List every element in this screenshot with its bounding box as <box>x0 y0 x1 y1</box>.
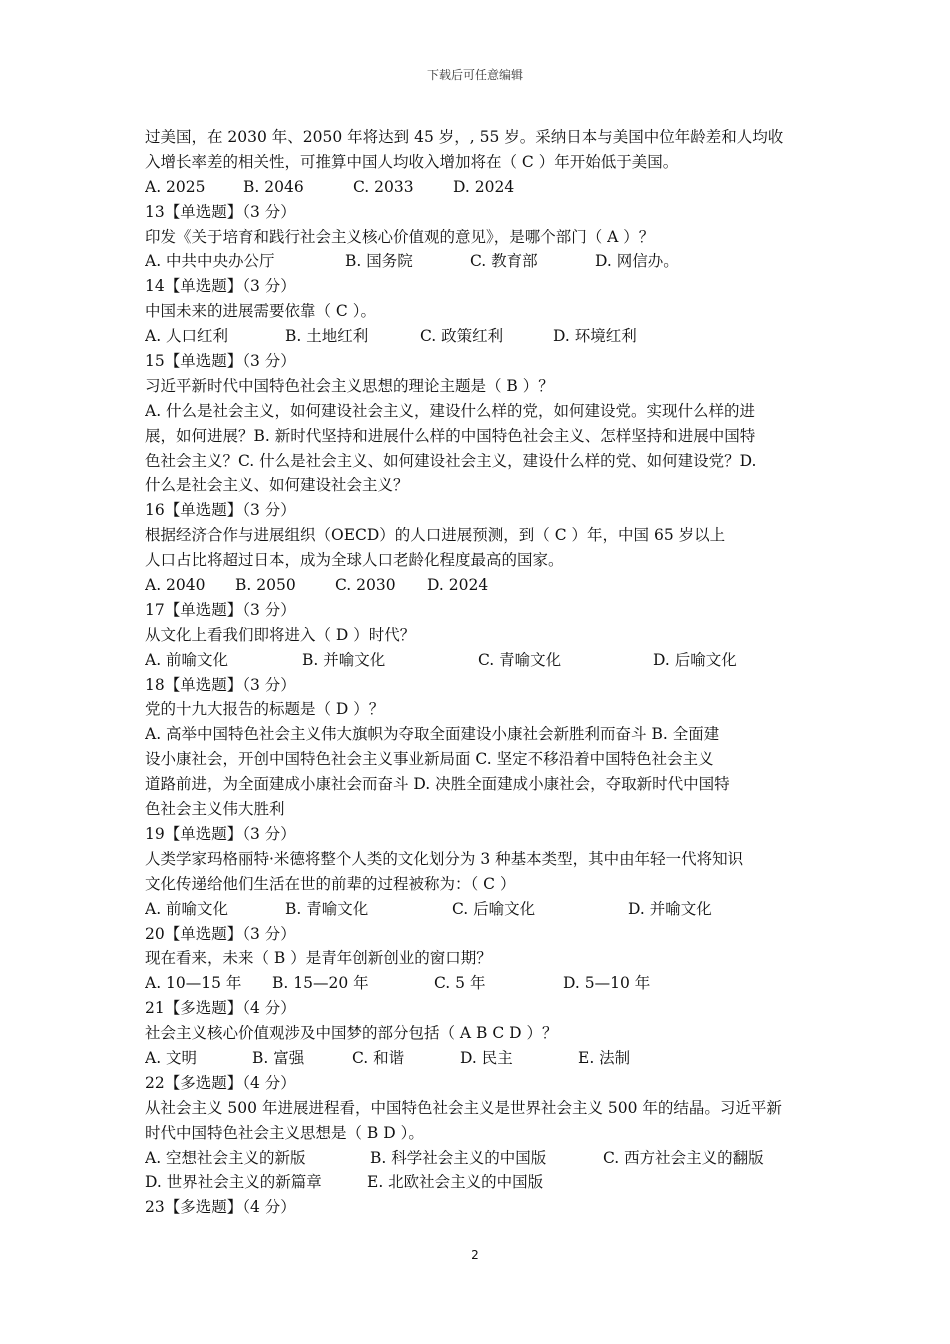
question-header: 23【多选题】（4 分） <box>145 1198 296 1217</box>
question-header: 22【多选题】（4 分） <box>145 1073 296 1092</box>
question-header: 16【单选题】（3 分） <box>145 501 296 520</box>
text-line: 人类学家玛格丽特·米德将整个人类的文化划分为 3 种基本类型，其中由年轻一代将知识 <box>145 849 744 868</box>
answer-option: A. 中共中央办公厅 <box>145 252 275 271</box>
answer-option: D. 民主 <box>460 1048 513 1067</box>
text-line: 入增长率差的相关性，可推算中国人均收入增加将在（ C ）年开始低于美国。 <box>145 152 679 171</box>
text-line: 人口占比将超过日本，成为全球人口老龄化程度最高的国家。 <box>145 551 564 570</box>
answer-option: A. 文明 <box>145 1048 198 1067</box>
text-line: 从文化上看我们即将进入（ D ）时代？ <box>145 625 416 644</box>
answer-option: A. 空想社会主义的新版 <box>145 1148 306 1167</box>
answer-option: C. 2030 <box>335 576 396 595</box>
answer-option: B. 科学社会主义的中国版 <box>370 1148 547 1167</box>
text-line: 展，如何进展？B. 新时代坚持和进展什么样的中国特色社会主义、怎样坚持和进展中国特 <box>145 426 756 445</box>
answer-option: B. 富强 <box>252 1048 305 1067</box>
answer-options <box>145 249 810 274</box>
answer-option: D. 网信办。 <box>595 252 679 271</box>
answer-option: C. 西方社会主义的翻版 <box>603 1148 764 1167</box>
text-line: 道路前进，为全面建成小康社会而奋斗 D. 决胜全面建成小康社会，夺取新时代中国特 <box>145 775 730 794</box>
document-body <box>145 125 810 1220</box>
question-header: 21【多选题】（4 分） <box>145 999 296 1018</box>
question-header: 15【单选题】（3 分） <box>145 352 296 371</box>
answer-option: A. 前喻文化 <box>145 650 229 669</box>
question-header: 18【单选题】（3 分） <box>145 675 296 694</box>
text-line: 过美国，在 2030 年、2050 年将达到 45 岁，, 55 岁。采纳日本与美国中位年龄差和人均收 <box>145 128 784 146</box>
answer-option: A. 10—15 年 <box>145 974 242 993</box>
question-header: 14【单选题】（3 分） <box>145 277 296 296</box>
answer-option: B. 国务院 <box>345 252 413 271</box>
answer-option: E. 法制 <box>578 1048 631 1067</box>
text-line: 什么是社会主义、如何建设社会主义？ <box>145 476 409 495</box>
answer-options <box>145 1170 810 1195</box>
answer-options <box>145 175 810 200</box>
page-header: 下载后可任意编辑 <box>426 68 523 82</box>
answer-option: C. 5 年 <box>434 974 486 993</box>
answer-option: B. 青喻文化 <box>285 899 369 918</box>
answer-options <box>145 648 810 673</box>
answer-option: D. 环境红利 <box>553 327 637 346</box>
question-header: 20【单选题】（3 分） <box>145 924 296 943</box>
answer-option: D. 2024 <box>427 576 489 595</box>
answer-option: A. 人口红利 <box>145 327 229 346</box>
answer-option: D. 并喻文化 <box>628 899 712 918</box>
text-line: 现在看来，未来（ B ）是青年创新创业的窗口期？ <box>145 949 492 968</box>
text-line: A. 什么是社会主义，如何建设社会主义，建设什么样的党，如何建设党。实现什么样的进 <box>145 401 756 420</box>
text-line: 设小康社会，开创中国特色社会主义事业新局面 C. 坚定不移沿着中国特色社会主义 <box>145 750 714 769</box>
answer-options <box>145 573 810 598</box>
text-line: 时代中国特色社会主义思想是（ B D ）。 <box>145 1123 424 1142</box>
answer-option: C. 教育部 <box>470 252 538 271</box>
answer-option: D. 后喻文化 <box>653 650 737 669</box>
answer-option: B. 土地红利 <box>285 327 369 346</box>
answer-option: A. 2025 <box>145 177 206 196</box>
question-header: 13【单选题】（3 分） <box>145 202 296 221</box>
question-header: 17【单选题】（3 分） <box>145 600 296 619</box>
text-line: 色社会主义？C. 什么是社会主义、如何建设社会主义，建设什么样的党、如何建设党？D. <box>145 451 757 470</box>
answer-options <box>145 897 810 922</box>
text-line: 党的十九大报告的标题是（ D ）？ <box>145 700 385 719</box>
answer-option: B. 2046 <box>243 177 304 196</box>
answer-option: C. 和谐 <box>352 1048 405 1067</box>
page-number: 2 <box>471 1248 479 1262</box>
text-line: 中国未来的进展需要依靠（ C ）。 <box>145 302 376 321</box>
text-line: 印发《关于培育和践行社会主义核心价值观的意见》，是哪个部门（ A ）？ <box>145 227 655 246</box>
text-line: 从社会主义 500 年进展进程看，中国特色社会主义是世界社会主义 500 年的结晶。习近平新 <box>145 1098 782 1117</box>
answer-option: C. 政策红利 <box>420 327 504 346</box>
answer-options <box>145 1146 810 1171</box>
question-header: 19【单选题】（3 分） <box>145 824 296 843</box>
answer-option: D. 世界社会主义的新篇章 <box>145 1173 322 1192</box>
answer-option: D. 2024 <box>453 177 515 196</box>
answer-option: A. 前喻文化 <box>145 899 229 918</box>
answer-option: C. 2033 <box>353 177 414 196</box>
answer-option: C. 青喻文化 <box>478 650 562 669</box>
text-line: 习近平新时代中国特色社会主义思想的理论主题是（ B ）？ <box>145 376 554 395</box>
answer-option: A. 2040 <box>145 576 206 595</box>
answer-option: E. 北欧社会主义的中国版 <box>367 1173 544 1192</box>
answer-options <box>145 971 810 996</box>
answer-option: D. 5—10 年 <box>563 974 651 993</box>
answer-options <box>145 324 810 349</box>
text-line: 色社会主义伟大胜利 <box>145 800 285 819</box>
text-line: 根据经济合作与进展组织（OECD）的人口进展预测，到（ C ）年，中国 65 岁以上 <box>145 526 726 545</box>
text-line: A. 高举中国特色社会主义伟大旗帜为夺取全面建设小康社会新胜利而奋斗 B. 全面建 <box>145 725 720 744</box>
text-line: 文化传递给他们生活在世的前辈的过程被称为：（ C ） <box>145 874 516 893</box>
answer-option: B. 并喻文化 <box>302 650 386 669</box>
answer-options <box>145 1046 810 1071</box>
answer-option: B. 15—20 年 <box>272 974 369 993</box>
answer-option: B. 2050 <box>235 576 296 595</box>
text-line: 社会主义核心价值观涉及中国梦的部分包括（ A B C D ）？ <box>145 1024 558 1043</box>
answer-option: C. 后喻文化 <box>452 899 536 918</box>
